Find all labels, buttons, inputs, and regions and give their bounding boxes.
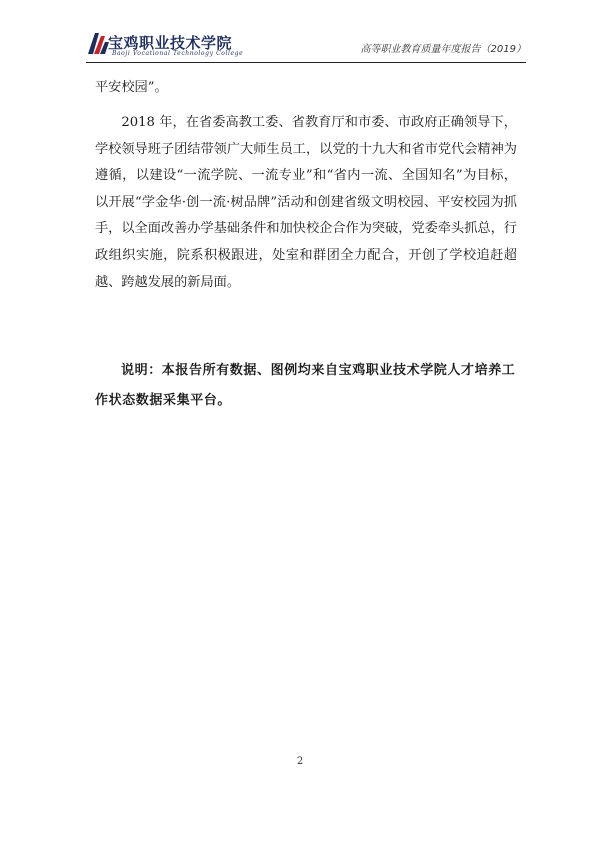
data-source-note: 说明：本报告所有数据、图例均来自宝鸡职业技术学院人才培养工作状态数据采集平台。	[95, 363, 516, 408]
continued-paragraph: 平安校园”。	[95, 80, 168, 95]
main-paragraph: 2018 年，在省委高教工委、省教育厅和市委、市政府正确领导下，学校领导班子团结带领广大师生员工，以党的十九大和省市党代会精神为遵循，以建设“一流学院、一流专业”和“省内一流、全国知名”为目标，以开展“学金华·创一流·树品牌”活动和创建省级文明校园、平安校园为抓手，以全面改善办学基础条件和加快校企合作为突破，党委牵头抓总，行政组织实施，院系积极跟进，处室和群团全力配合，开创了学校追赶超越、跨越发展的新局面。	[95, 115, 517, 290]
college-name-english: Baoji Vocational Technology College	[112, 50, 244, 57]
header-divider	[86, 62, 526, 63]
college-name: 宝鸡职业技术学院	[108, 34, 233, 52]
report-title: 高等职业教育质量年度报告（2019）	[360, 44, 526, 55]
page-header	[86, 28, 526, 62]
college-emblem-icon	[86, 30, 110, 56]
page-number: 2	[296, 756, 304, 767]
college-logo	[86, 28, 244, 60]
